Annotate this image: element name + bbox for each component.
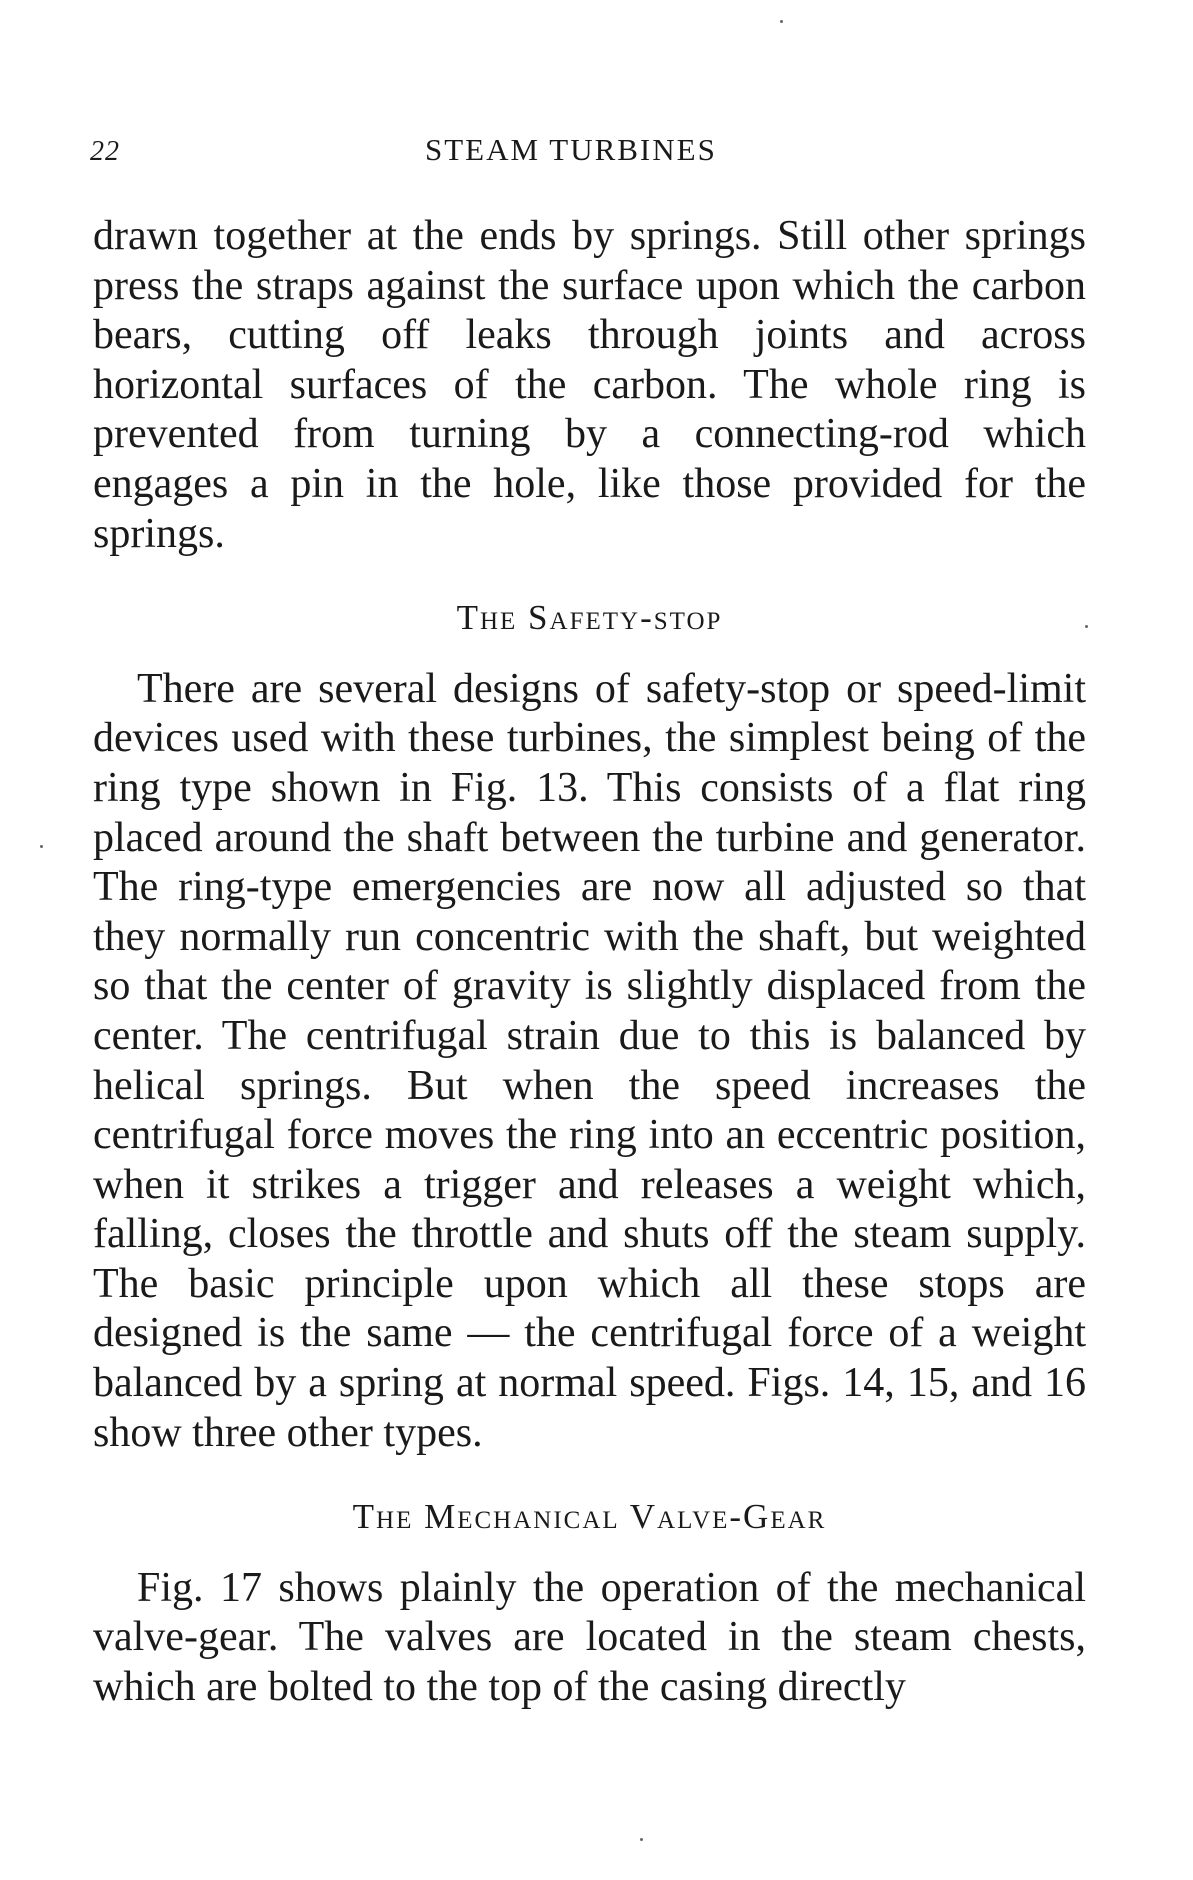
scan-speck <box>1085 625 1088 628</box>
section-heading-valve-gear: The Mechanical Valve-Gear <box>352 1497 827 1537</box>
scan-speck <box>40 845 43 848</box>
scan-speck <box>780 20 783 23</box>
paragraph-3: Fig. 17 shows plainly the operation of the mechanical valve-gear. The valves are located in the steam chests, which are bolted to the top of the casing directly <box>93 1564 1086 1711</box>
paragraph-2: There are several designs of safety-stop or speed-limit devices used with these turbines, the simplest being of the ring type shown in Fig. 13. This consists of a flat ring placed around the shaft between the turbine and generator. The ring-type emergencies are now all adjusted so that they normally run concentric with the shaft, but weighted so that the center of gravity is slightly displaced from the center. The centrifugal strain due to this is balanced by helical springs. But when the speed increases the centrifugal force moves the ring into an eccentric position, when it strikes a trigger and releases a weight which, falling, closes the throttle and shuts off the steam supply. The basic principle upon which all these stops are designed is the same — the centrifugal force of a weight balanced by a spring at normal speed. Figs. 14, 15, and 16 show three other types. <box>93 665 1086 1456</box>
paragraph-1: drawn together at the ends by springs. Still other springs press the straps against the surface upon which the carbon bears, cutting off leaks through joints and across horizontal surfaces of the carbon. The whole ring is prevented from turning by a connecting-rod which engages a pin in the hole, like those provided for the springs. <box>93 213 1086 557</box>
running-head <box>90 132 1090 172</box>
running-title: STEAM TURBINES <box>425 132 717 167</box>
scan-speck <box>640 1838 643 1841</box>
section-heading-safety-stop: The Safety-stop <box>456 598 723 638</box>
page-number: 22 <box>90 136 120 167</box>
body-text <box>93 212 1086 1713</box>
